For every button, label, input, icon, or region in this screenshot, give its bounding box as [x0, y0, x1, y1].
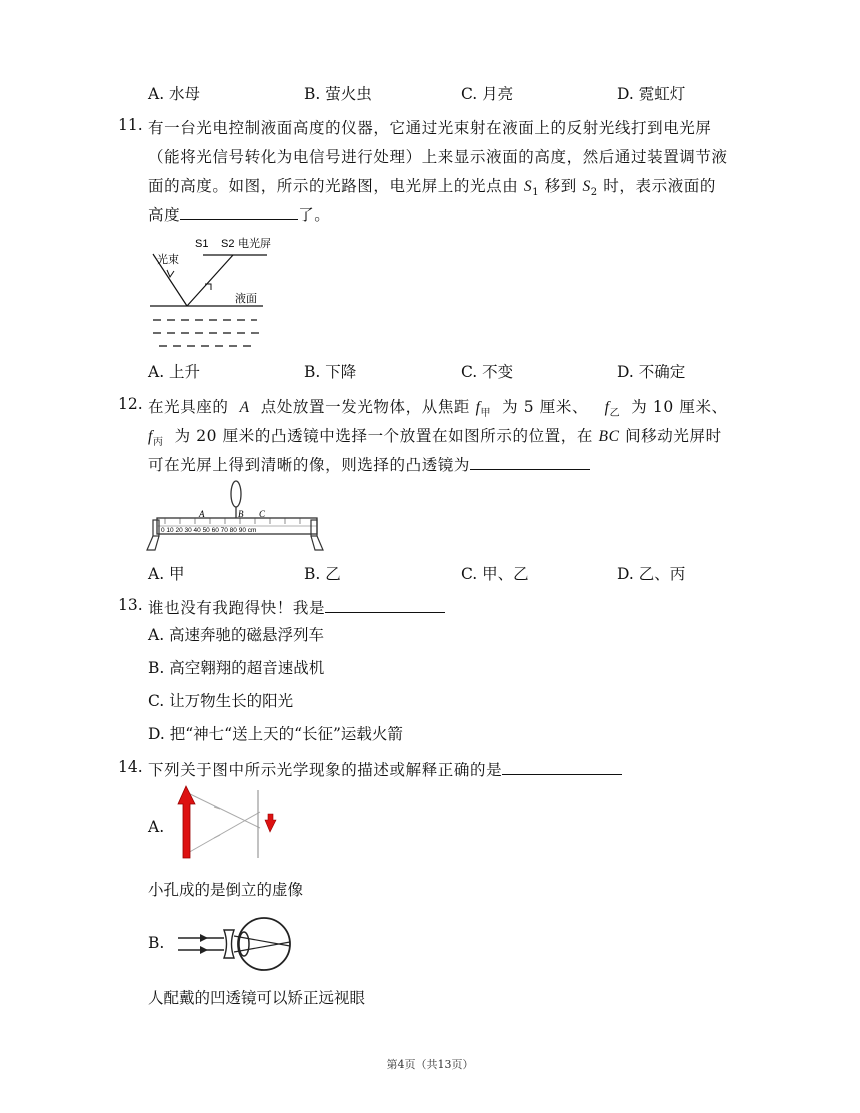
q11-fig-s2-label: S2 [221, 238, 235, 250]
page-footer: 第4页（共13页） [386, 1058, 474, 1071]
q11-fig-s1-label: S1 [195, 238, 209, 250]
q11-fig-screen-label: 电光屏 [238, 238, 271, 250]
q13-answer-blank[interactable] [325, 598, 445, 613]
q14-answer-blank[interactable] [502, 760, 622, 775]
q10-option-a: A. 水母 [148, 85, 201, 103]
q12-line-1: 在光具座的 A 点处放置一发光物体，从焦距 $f_甲$ 为 5 厘米、 $f_乙$ 为 10 厘米、 [148, 398, 728, 420]
q11-line-1: 有一台光电控制液面高度的仪器，它通过光束射在液面上的反射光线打到电光屏 [148, 119, 712, 137]
q11-line-2: （能将光信号转化为电信号进行处理）上来显示液面的高度，然后通过装置调节液 [148, 148, 728, 166]
q11-fig-liquid-label: 液面 [235, 293, 257, 305]
q11-option-d: D. 不确定 [617, 363, 686, 381]
q13-option-c: C. 让万物生长的阳光 [148, 692, 294, 710]
q12-fig-scale: 0 10 20 30 40 50 60 70 80 90 cm [161, 527, 257, 534]
q11-option-c: C. 不变 [461, 363, 514, 381]
q12-fig-point-b: B [238, 509, 244, 519]
q11-light-path-figure [145, 230, 275, 355]
q12-answer-blank[interactable] [470, 455, 590, 470]
q14-option-a-label: A. [148, 818, 165, 836]
q14-option-b-text: 人配戴的凹透镜可以矫正远视眼 [148, 989, 366, 1007]
q13-option-d: D. 把“神七“送上天的“长征”运载火箭 [148, 725, 403, 743]
q11-number: 11. [118, 116, 143, 134]
q14-option-a-text: 小孔成的是倒立的虚像 [148, 881, 304, 899]
q12-fig-point-c: C [259, 509, 266, 519]
q14-pinhole-figure [170, 782, 280, 864]
q14-stem: 下列关于图中所示光学现象的描述或解释正确的是 [148, 758, 622, 780]
q13-number: 13. [118, 596, 143, 614]
q10-option-d: D. 霓虹灯 [617, 85, 686, 103]
q12-number: 12. [118, 395, 143, 413]
q12-line-3: 可在光屏上得到清晰的像，则选择的凸透镜为 [148, 453, 590, 475]
q12-fig-point-a: A [199, 509, 205, 519]
q12-line-2: $f_丙$ 为 20 厘米的凸透镜中选择一个放置在如图所示的位置，在 BC 间移动光屏时 [148, 427, 722, 449]
q11-line-4: 高度 了。 [148, 206, 331, 224]
q11-answer-blank[interactable] [180, 205, 298, 220]
q12-option-d: D. 乙、丙 [617, 565, 686, 583]
q10-option-c: C. 月亮 [461, 85, 514, 103]
q12-optical-bench-figure [145, 478, 325, 556]
q10-option-b: B. 萤火虫 [304, 85, 372, 103]
q13-stem: 谁也没有我跑得快！我是 [148, 596, 445, 618]
q12-option-b: B. 乙 [304, 565, 341, 583]
q11-option-b: B. 下降 [304, 363, 357, 381]
q12-option-c: C. 甲、乙 [461, 565, 529, 583]
q14-eye-lens-figure [176, 914, 298, 974]
q11-fig-beam-label: 光束 [157, 254, 179, 266]
q12-option-a: A. 甲 [148, 565, 185, 583]
q13-option-a: A. 高速奔驰的磁悬浮列车 [148, 626, 325, 644]
q13-option-b: B. 高空翱翔的超音速战机 [148, 659, 325, 677]
q11-option-a: A. 上升 [148, 363, 201, 381]
q14-number: 14. [118, 758, 143, 776]
q14-option-b-label: B. [148, 934, 165, 952]
q11-line-3: 面的高度。如图，所示的光路图，电光屏上的光点由 $S_1$ 移到 $S_2$ 时，表示液面的 [148, 177, 716, 199]
